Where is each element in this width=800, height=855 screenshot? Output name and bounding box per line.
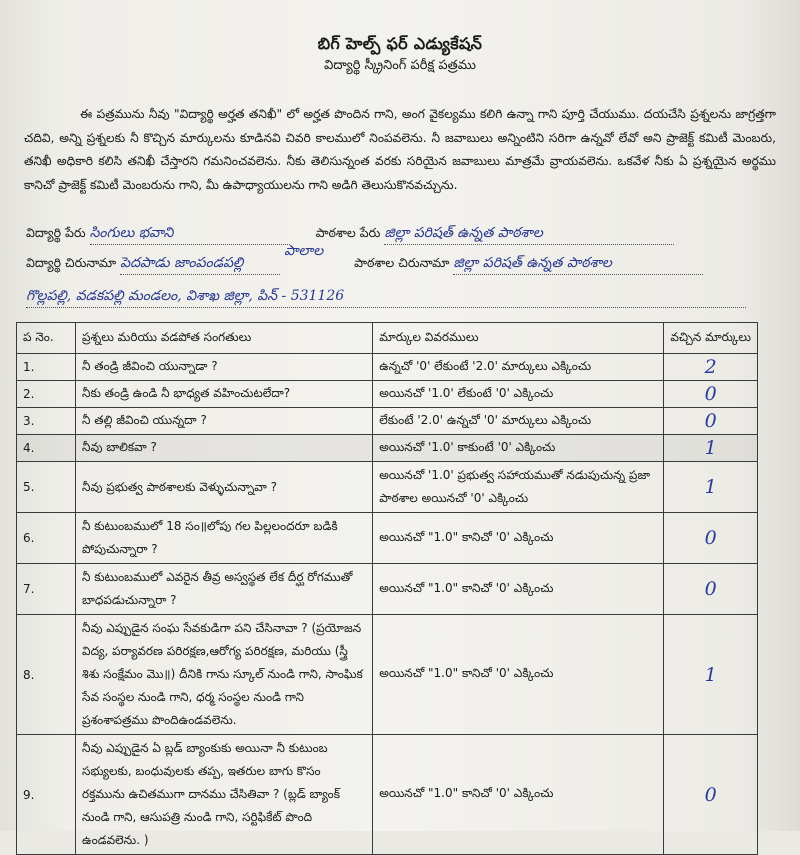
row-marking: అయినచో '1.0' కాకుంటే '0' ఎక్కించు [373,435,664,462]
row-score[interactable]: 0 [664,381,758,408]
row-question: నీవు ఎప్పుడైన ఏ బ్లడ్ బ్యాంకుకు అయినా నీ కుటుంబ సభ్యులకు, బంధువులకు తప్ప, ఇతరుల బాగు కొసం రక్తమును ఉచితముగా దానము చేసితివా ? (బ్లడ్ బ్యాంక్ నుండి గాని, ఆసుపత్రి నుండి గాని, సర్టిఫికేట్ పొంది ఉండవలెను. ) [76,735,373,855]
address-line2-value[interactable]: గొల్లపల్లి, వడకపల్లి మండలం, విశాఖ జిల్లా, పిన్ - 531126 [26,288,746,308]
row-number: 5. [17,462,76,513]
student-name-label: విద్యార్థి పేరు [26,225,86,240]
address-line-2 [26,288,746,308]
table-row [17,564,758,615]
row-marking: అయినచో "1.0" కానిచో '0' ఎక్కించు [373,513,664,564]
row-score[interactable]: 1 [664,462,758,513]
row-score[interactable]: 0 [664,564,758,615]
student-name-value[interactable]: సింగులు భవాని [90,225,290,245]
school-name-label: పాఠశాల పేరు [315,225,381,240]
row-score[interactable]: 0 [664,513,758,564]
screening-table [16,322,758,855]
student-address-value[interactable]: పెదపాడు జాంపండపల్లి [120,255,280,275]
table-row [17,381,758,408]
table-row [17,354,758,381]
school-address-label: పాఠశాల చిరునామా [354,255,450,270]
row-marking: అయినచో '1.0' లేకుంటే '0' ఎక్కించు [373,381,664,408]
row-question: నీ తల్లి జీవించి యున్నదా ? [76,408,373,435]
row-question: నీకు తండ్రి ఉండి నీ భాధ్యత వహించుటలేదా? [76,381,373,408]
header-marking: మార్కుల వివరములు [373,323,664,354]
row-question: నీ కుటుంబములో 18 సం॥లోపు గల పిల్లలందరూ బడికి పోపుచున్నారా ? [76,513,373,564]
row-score[interactable]: 0 [664,735,758,855]
row-number: 7. [17,564,76,615]
row-number: 1. [17,354,76,381]
school-name-value[interactable]: జిల్లా పరిషత్ ఉన్నత పాఠశాల [384,225,674,245]
address-line [26,243,703,275]
row-score[interactable]: 0 [664,408,758,435]
page-subtitle: విద్యార్థి స్క్రీనింగ్ పరీక్ష పత్రము [324,58,476,73]
row-marking: అయినచో '1.0' ప్రభుత్వ సహాయముతో నడుపుచున్న ప్రజా పాఠశాల అయినచో '0' ఎక్కించు [373,462,664,513]
row-number: 4. [17,435,76,462]
row-question: నీ తండ్రి జీవించి యున్నాడా ? [76,354,373,381]
header-number: ప నెం. [17,323,76,354]
row-score[interactable]: 2 [664,354,758,381]
student-address-extra: పాలాల [284,243,324,259]
table-header-row [17,323,758,354]
table-row [17,462,758,513]
row-number: 3. [17,408,76,435]
row-question: నీవు ఎప్పుడైన సంఘ సేవకుడిగా పని చేసినావా ? (ప్రయోజన విద్య, పర్యావరణ పరిరక్షణ,ఆరోగ్య పరిరక్షణ, మరియు (స్త్రీ శిశు సంక్షేమం మొ॥) దీనికి గాను స్కూల్ నుండి గాని, సాంఘిక సేవ సంస్థల నుండి గాని, ధర్మ సంస్థల నుండి గాని ప్రశంశాపత్రము పొందిఉండవలెను. [76,615,373,735]
row-question: నీ కుటుంబములో ఎవరైన తీవ్ర అస్వస్థత లేక దీర్ఘ రోగముతో బాధపడుచున్నారా ? [76,564,373,615]
table-row [17,435,758,462]
row-number: 2. [17,381,76,408]
header-score: వచ్చిన మార్కులు [664,323,758,354]
instructions-paragraph: ఈ పత్రమును నీవు "విద్యార్థి అర్హత తనిఖీ" లో అర్హత పొందిన గాని, అంగ వైకల్యము కలిగి ఉన్నా గాని పూర్తి చేయుము. దయచేసి ప్రశ్నలను జాగ్రత్తగా చదివి, అన్ని ప్రశ్నలకు నీ కొచ్చిన మార్కులను కూడినవి చివరి కాలములో నింపవలెను. నీ జవాబులు అన్నింటిని సరిగా ఉన్నవో లేవో అని ప్రాజెక్ట్ కమిటీ మెంబరు, తనిఖీ అధికారి కలిసి తనిఖీ చేస్తారని గమనించవలెను. నీకు తెలిసున్నంత వరకు సరియైన జవాబులు మాత్రమే వ్రాయవలెను. ఒకవేళ నీకు ఏ ప్రశ్నయైన అర్థము కానిచో ప్రాజెక్ట్ కమిటీ మెంబరును గాని, మీ ఉపాధ్యాయులను గాని అడిగి తెలుసుకొనవచ్చును. [24,107,776,192]
table-row [17,408,758,435]
name-line [26,225,674,245]
table-row [17,615,758,735]
page-title: బిగ్ హెల్ప్ ఫర్ ఎడ్యుకేషన్ [317,34,483,53]
row-score[interactable]: 1 [664,615,758,735]
student-address-label: విద్యార్థి చిరునామా [26,255,117,270]
table-row [17,735,758,855]
row-marking: అయినచో "1.0" కానిచో '0' ఎక్కించు [373,615,664,735]
row-number: 6. [17,513,76,564]
row-number: 8. [17,615,76,735]
row-marking: అయినచో "1.0" కానిచో '0' ఎక్కించు [373,564,664,615]
row-score[interactable]: 1 [664,435,758,462]
table-row [17,513,758,564]
row-number: 9. [17,735,76,855]
row-marking: ఉన్నచో '0' లేకుంటే '2.0' మార్కులు ఎక్కించు [373,354,664,381]
row-question: నీవు బాలికవా ? [76,435,373,462]
row-question: నీవు ప్రభుత్వ పాఠశాలకు వెళ్ళుచున్నావా ? [76,462,373,513]
header-question: ప్రశ్నలు మరియు వడపోత సంగతులు [76,323,373,354]
row-marking: అయినచో "1.0" కానిచో '0' ఎక్కించు [373,735,664,855]
school-address-value[interactable]: జిల్లా పరిషత్ ఉన్నత పాఠశాల [453,255,703,275]
row-marking: లేకుంటే '2.0' ఉన్నచో '0' మార్కులు ఎక్కించు [373,408,664,435]
